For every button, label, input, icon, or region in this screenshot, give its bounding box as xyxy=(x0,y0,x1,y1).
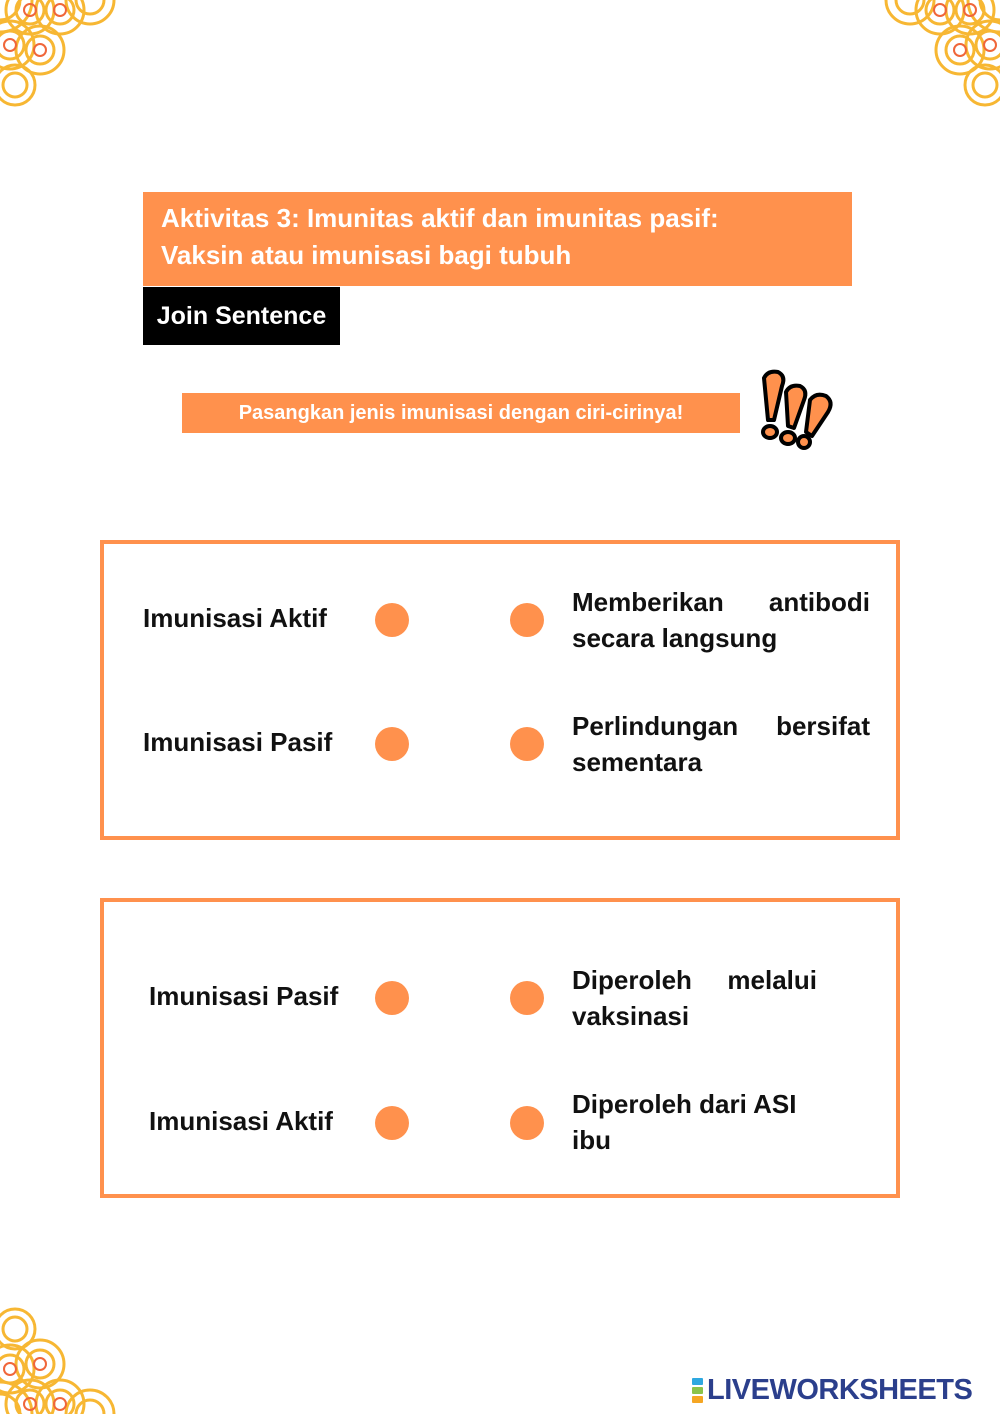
match-dot-right-1[interactable] xyxy=(510,603,544,637)
desc-right-2-line-2: sementara xyxy=(572,747,703,777)
liveworksheets-logo[interactable] xyxy=(692,1372,972,1408)
join-sentence-badge: Join Sentence xyxy=(143,287,340,345)
match-dot-right-2[interactable] xyxy=(510,727,544,761)
corner-ornament-bottom-left xyxy=(0,1294,120,1414)
liveworksheets-icon xyxy=(692,1378,703,1403)
desc-right-3-line-2: vaksinasi xyxy=(572,1001,690,1031)
desc-right-2-line-1: Perlindungan bersifat xyxy=(572,711,870,741)
exclamation-marks-icon xyxy=(758,368,838,450)
desc-right-2 xyxy=(572,708,870,780)
instruction-banner: Pasangkan jenis imunisasi dengan ciri-cirinya! xyxy=(182,393,740,433)
term-left-4: Imunisasi Aktif xyxy=(149,1106,333,1136)
match-dot-left-2[interactable] xyxy=(375,727,409,761)
match-dot-left-1[interactable] xyxy=(375,603,409,637)
corner-ornament-top-right xyxy=(880,0,1000,120)
desc-right-4-line-2: ibu xyxy=(572,1125,611,1155)
match-dot-left-4[interactable] xyxy=(375,1106,409,1140)
desc-right-3 xyxy=(572,962,817,1034)
activity-title-line-2: Vaksin atau imunisasi bagi tubuh xyxy=(161,240,572,270)
desc-right-1-line-2: secara langsung xyxy=(572,623,778,653)
match-box-2 xyxy=(100,898,900,1198)
match-box-1 xyxy=(100,540,900,840)
desc-right-3-line-1: Diperoleh melalui xyxy=(572,965,817,995)
match-dot-right-3[interactable] xyxy=(510,981,544,1015)
match-dot-right-4[interactable] xyxy=(510,1106,544,1140)
brand-name: LIVEWORKSHEETS xyxy=(707,1373,973,1406)
desc-right-4 xyxy=(572,1086,832,1158)
term-left-1: Imunisasi Aktif xyxy=(143,603,327,633)
match-dot-left-3[interactable] xyxy=(375,981,409,1015)
corner-ornament-top-left xyxy=(0,0,120,120)
desc-right-1 xyxy=(572,584,870,656)
activity-title-line-1: Aktivitas 3: Imunitas aktif dan imunitas pasif: xyxy=(161,203,719,233)
term-left-2: Imunisasi Pasif xyxy=(143,727,333,757)
desc-right-4-line-1: Diperoleh dari ASI xyxy=(572,1089,797,1119)
term-left-3: Imunisasi Pasif xyxy=(149,981,339,1011)
desc-right-1-line-1: Memberikan antibodi xyxy=(572,587,870,617)
activity-title xyxy=(143,192,852,286)
